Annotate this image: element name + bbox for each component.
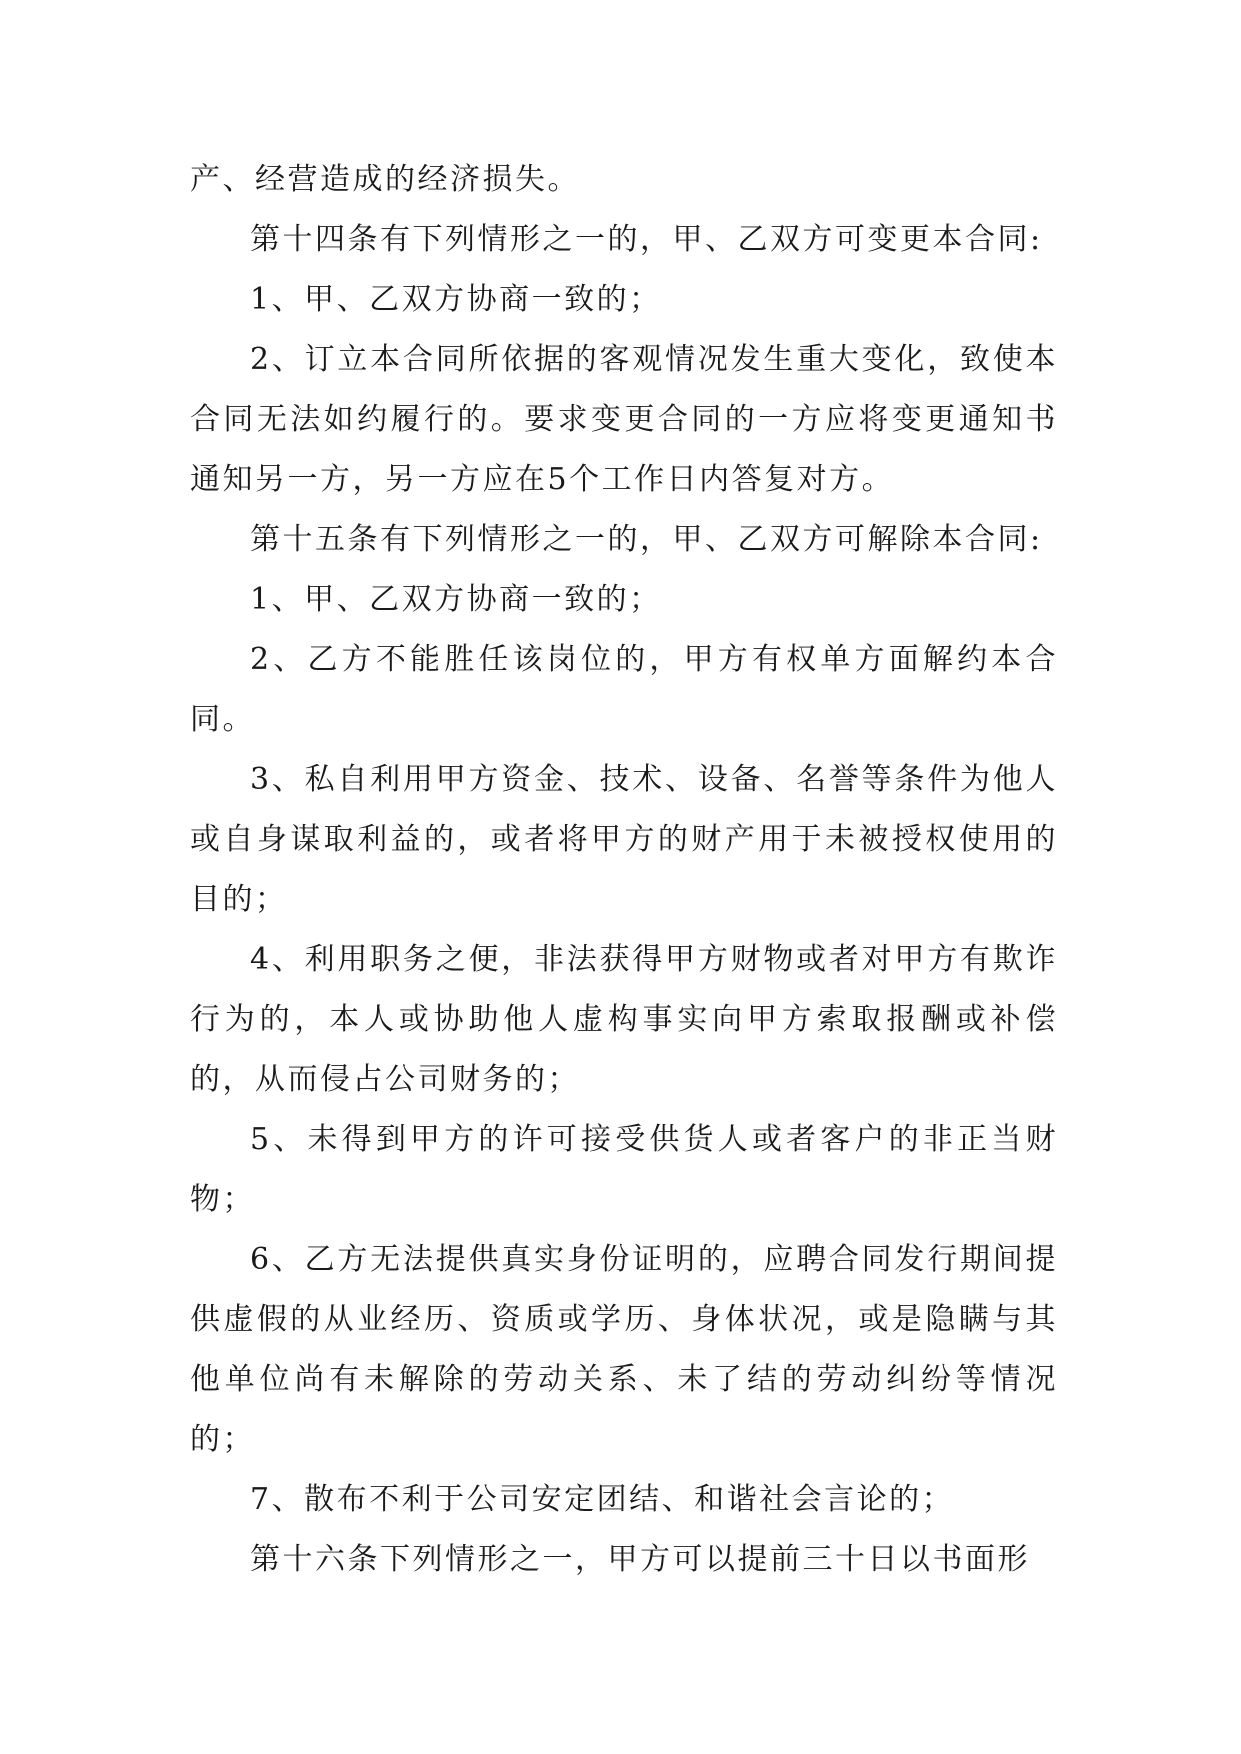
paragraph-continuation: 产、经营造成的经济损失。 [190, 162, 580, 197]
article-14-item-2: 2、订立本合同所依据的客观情况发生重大变化，致使本合同无法如约履行的。要求变更合同的一方应将变更通知书通知另一方，另一方应在5个工作日内答复对方。 [190, 342, 1058, 497]
article-15-item-6: 6、乙方无法提供真实身份证明的，应聘合同发行期间提供虚假的从业经历、资质或学历、身体状况，或是隐瞒与其他单位尚有未解除的劳动关系、未了结的劳动纠纷等情况的； [190, 1242, 1058, 1457]
article-15-heading: 第十五条有下列情形之一的，甲、乙双方可解除本合同: [250, 522, 1043, 557]
article-15-item-4: 4、利用职务之便，非法获得甲方财物或者对甲方有欺诈行为的，本人或协助他人虚构事实向甲方索取报酬或补偿的，从而侵占公司财务的； [190, 942, 1058, 1097]
article-15-item-2: 2、乙方不能胜任该岗位的，甲方有权单方面解约本合同。 [190, 642, 1058, 737]
article-14-heading: 第十四条有下列情形之一的，甲、乙双方可变更本合同: [250, 222, 1043, 257]
article-15-item-5: 5、未得到甲方的许可接受供货人或者客户的非正当财物； [190, 1122, 1058, 1217]
article-15-item-7: 7、散布不利于公司安定团结、和谐社会言论的； [250, 1482, 955, 1517]
article-14-item-1: 1、甲、乙双方协商一致的； [250, 282, 662, 317]
article-16-heading: 第十六条下列情形之一，甲方可以提前三十日以书面形 [250, 1542, 1030, 1577]
article-15-item-3: 3、私自利用甲方资金、技术、设备、名誉等条件为他人或自身谋取利益的，或者将甲方的财产用于未被授权使用的目的； [190, 762, 1058, 917]
article-15-item-1: 1、甲、乙双方协商一致的； [250, 582, 662, 617]
document-body [190, 150, 1058, 1590]
